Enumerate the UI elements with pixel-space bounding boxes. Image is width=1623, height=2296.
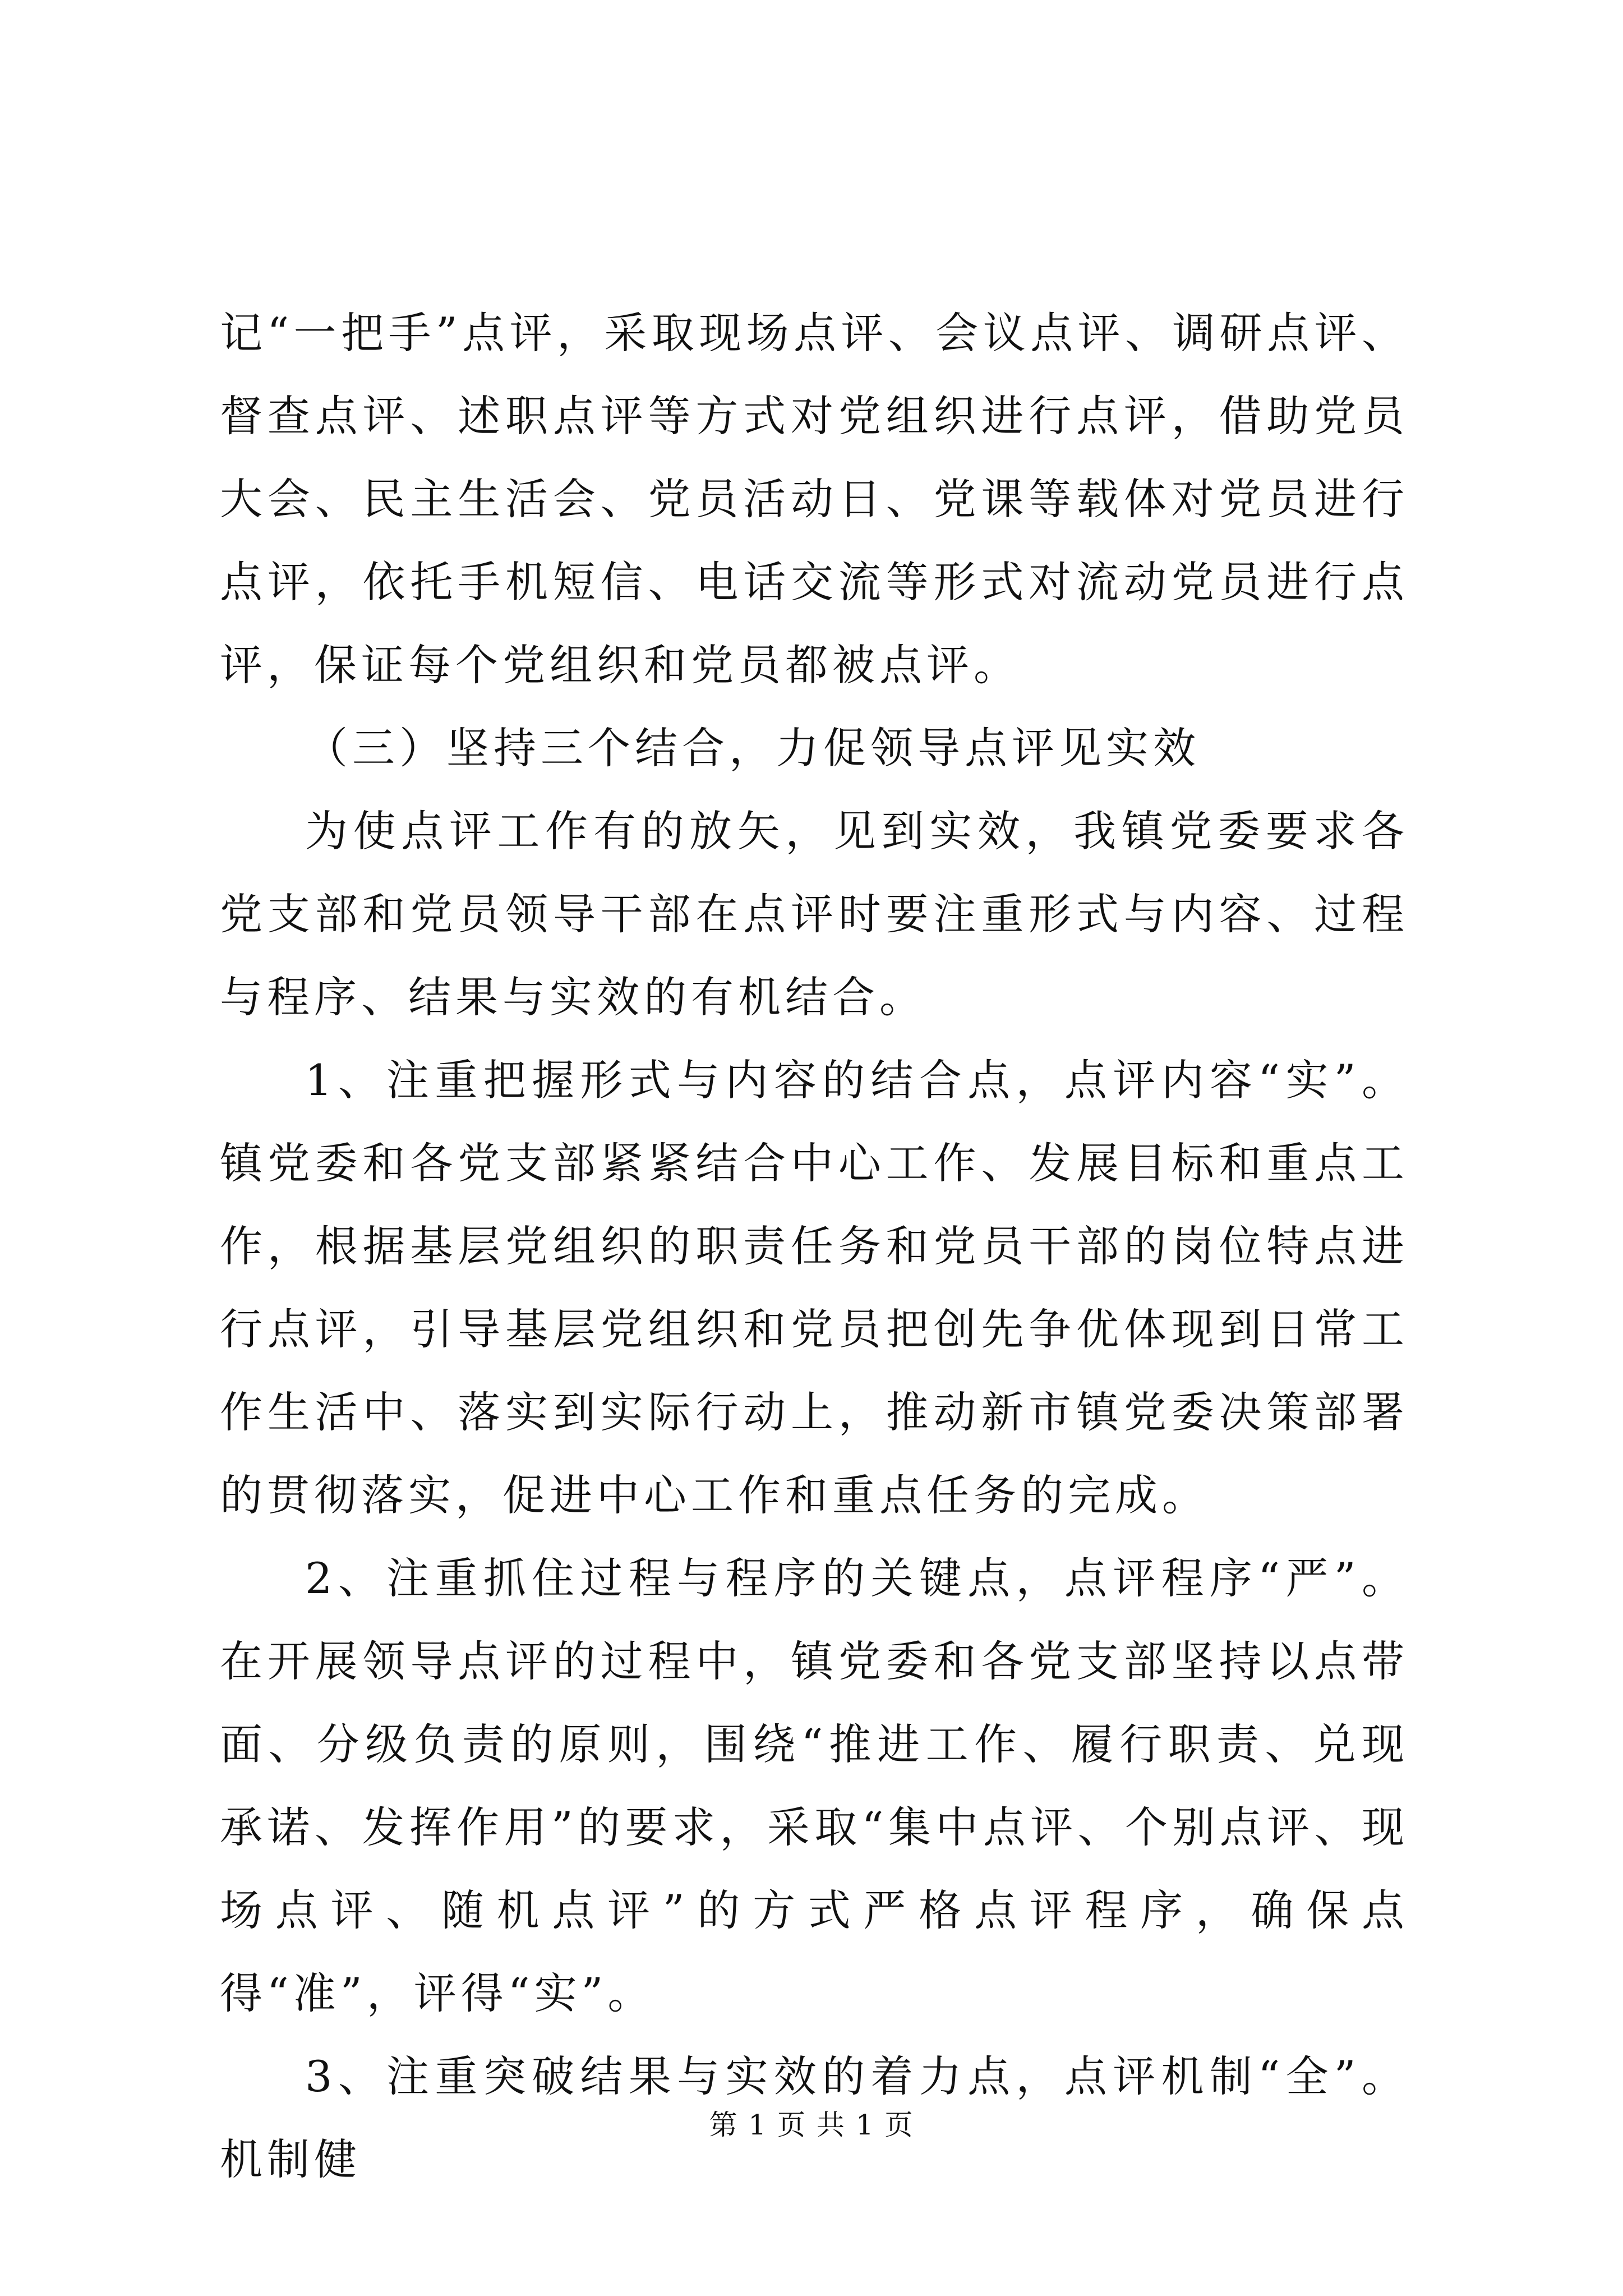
- paragraph-item-2: 2、注重抓住过程与程序的关键点，点评程序“严”。在开展领导点评的过程中，镇党委和各党支部坚持以点带面、分级负责的原则，围绕“推进工作、履行职责、兑现承诺、发挥作用”的要求，采取“集中点评、个别点评、现场点评、随机点评”的方式严格点评程序，确保点得“准”，评得“实”。: [220, 1553, 1409, 2018]
- paragraph-item-1: 1、注重把握形式与内容的结合点，点评内容“实”。镇党委和各党支部紧紧结合中心工作、发展目标和重点工作，根据基层党组织的职责任务和党员干部的岗位特点进行点评，引导基层党组织和党员把创先争优体现到日常工作生活中、落实到实际行动上，推动新市镇党委决策部署的贯彻落实，促进中心工作和重点任务的完成。: [220, 1055, 1409, 1520]
- paragraph-continuation: 记“一把手”点评，采取现场点评、会议点评、调研点评、督查点评、述职点评等方式对党组织进行点评，借助党员大会、民主生活会、党员活动日、党课等载体对党员进行点评，依托手机短信、电话交流等形式对流动党员进行点评，保证每个党组织和党员都被点评。: [220, 308, 1409, 690]
- section-heading: （三）坚持三个结合，力促领导点评见实效: [305, 723, 1200, 773]
- paragraph-intro: 为使点评工作有的放矢，见到实效，我镇党委要求各党支部和党员领导干部在点评时要注重形式与内容、过程与程序、结果与实效的有机结合。: [220, 806, 1409, 1022]
- document-body: [220, 292, 1409, 2201]
- paragraph-item-3: 3、注重突破结果与实效的着力点，点评机制“全”。机制健: [220, 2051, 1409, 2184]
- page-footer: 第 1 页 共 1 页: [709, 2109, 914, 2141]
